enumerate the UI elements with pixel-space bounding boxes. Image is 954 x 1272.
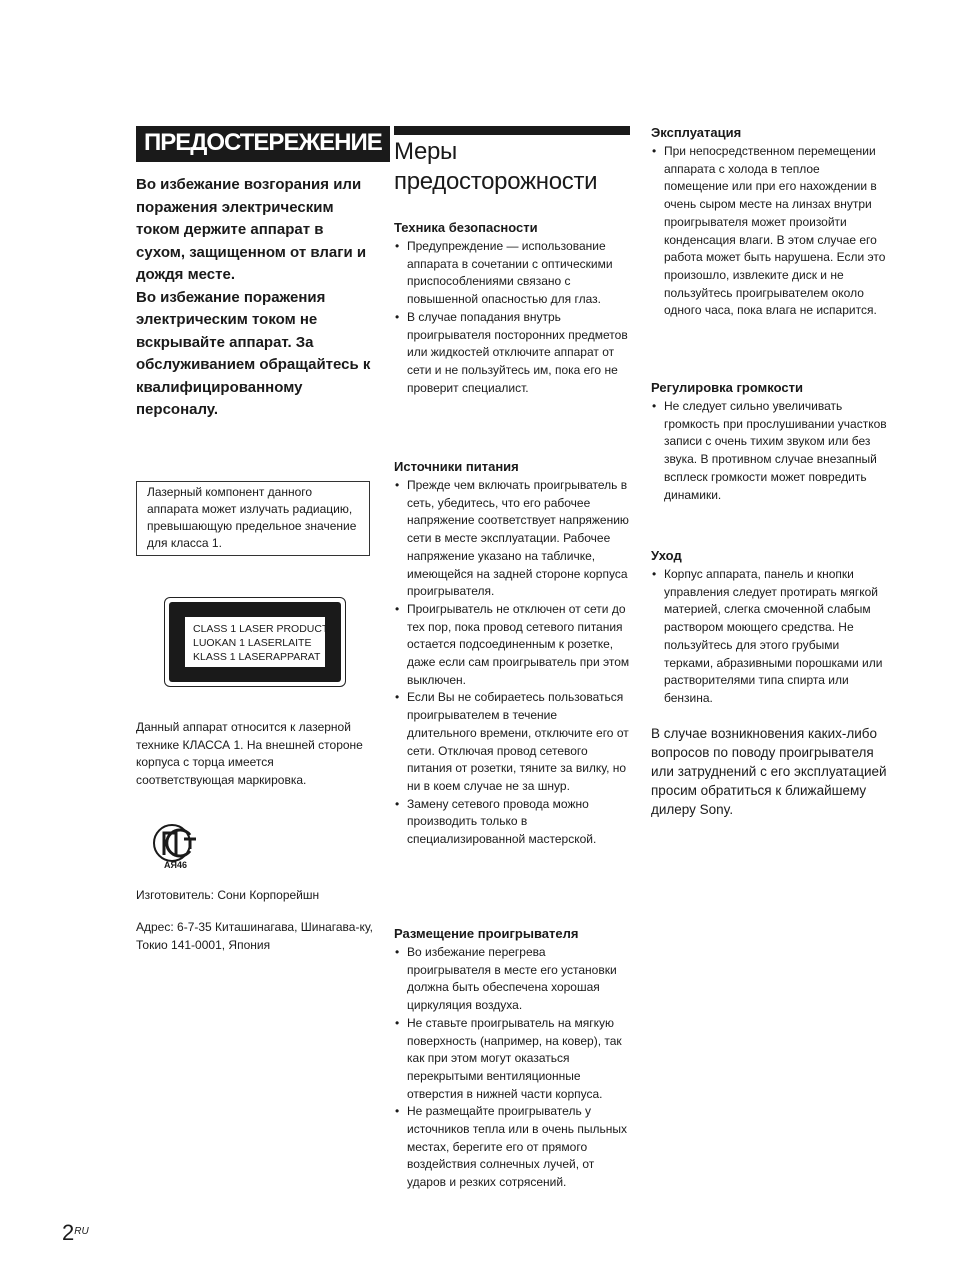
warning-text <box>136 174 372 422</box>
section-care <box>651 547 887 708</box>
list-item: • При непосредственном перемещении аппарата с холода в теплое помещение или при его нахождении в очень сыром месте на линзах внутри проигрывателя может произойти конденсация влаги. В этом случае его работа может быть нарушена. Если это произошло, извлеките диск и не пользуйтесь проигрывателем около одного часа, пока влага не испарится. <box>651 143 887 320</box>
warning-title: ПРЕДОСТЕРЕЖЕНИЕ <box>136 126 390 162</box>
list-item: • Корпус аппарата, панель и кнопки управления следует протирать мягкой материей, слегка смоченной слабым раствором моющего средства. Не пользуйтесь для этого грубыми терками, абразивными порошками или растворителями типа спирта или бензина. <box>651 566 887 708</box>
laser-label-line-1: CLASS 1 LASER PRODUCT <box>193 623 329 635</box>
list-item: • Предупреждение — использование аппарата в сочетании с оптическими приспособлениями связано с повышенной опасностью для глаз. <box>394 238 630 309</box>
list-item: • Не следует сильно увеличивать громкость при прослушивании участков записи с очень тихим звуком или без звука. В противном случае внезапный всплеск громкости может повредить динамики. <box>651 398 887 504</box>
list-item: • Во избежание перегрева проигрывателя в месте его установки должна быть обеспечена хорошая циркуляция воздуха. <box>394 944 630 1015</box>
section-volume <box>651 379 887 504</box>
list-item: • Замену сетевого провода можно производить только в специализированной мастерской. <box>394 796 630 849</box>
measures-title <box>394 137 597 197</box>
list-item: • Прежде чем включать проигрыватель в сеть, убедитесь, что его рабочее напряжение соответствует напряжению сети в месте эксплуатации. Рабочее напряжение указано на табличке, имеющейся на задней стороне корпуса проигрывателя. <box>394 477 630 601</box>
section-heading: Уход <box>651 548 682 563</box>
laser-note-box: Лазерный компонент данного аппарата может излучать радиацию, превышающую предельное значение для класса 1. <box>136 481 370 556</box>
section-heading: Эксплуатация <box>651 125 742 140</box>
laser-label-text <box>185 617 329 667</box>
measures-title-line-2: предосторожности <box>394 168 598 195</box>
section-placement <box>394 925 630 1192</box>
warning-paragraph-2: Во избежание поражения электрическим током не вскрывайте аппарат. За обслуживанием обращайтесь к квалифицированному персоналу. <box>136 288 371 418</box>
title-bar <box>394 126 630 135</box>
section-heading: Размещение проигрывателя <box>394 926 579 941</box>
laser-label-line-3: KLASS 1 LASERAPPARAT <box>193 651 321 663</box>
list-item: • Проигрыватель не отключен от сети до тех пор, пока провод сетевого питания остается подсоединенным к розетке, даже если сам проигрыватель при этом выключен. <box>394 601 630 690</box>
gost-code: АЯ46 <box>164 860 187 870</box>
list-item: • Не ставьте проигрыватель на мягкую поверхность (например, на ковер), так как при этом могут оказаться перекрытыми вентиляционные отверстия в нижней части корпуса. <box>394 1015 630 1104</box>
section-heading: Источники питания <box>394 459 519 474</box>
section-heading: Техника безопасности <box>394 220 538 235</box>
page-number <box>62 1220 89 1246</box>
class-note: Данный аппарат относится к лазерной технике КЛАССА 1. На внешней стороне корпуса с торца имеется соответствующая маркировка. <box>136 720 363 787</box>
closing-paragraph: В случае возникновения каких-либо вопросов по поводу проигрывателя или затруднений с его эксплуатацией просим обратиться к ближайшему дилеру Sony. <box>651 726 887 817</box>
section-heading: Регулировка громкости <box>651 380 803 395</box>
list-item: • Если Вы не собираетесь пользоваться проигрывателем в течение длительного времени, отключите его от сети. Отключая провод сетевого питания от розетки, тяните за вилку, но ни в коем случае не за шнур. <box>394 689 630 795</box>
laser-label-frame <box>169 602 341 682</box>
laser-class-label <box>164 597 346 687</box>
list-item: • Не размещайте проигрыватель у источников тепла или в очень пыльных местах, берегите его от прямого воздействия солнечных лучей, от ударов и резких сотрясений. <box>394 1103 630 1192</box>
measures-title-line-1: Меры <box>394 138 458 165</box>
page-language: RU <box>74 1226 89 1237</box>
laser-label-line-2: LUOKAN 1 LASERLAITE <box>193 637 312 649</box>
section-power <box>394 458 630 849</box>
manufacturer: Изготовитель: Сони Корпорейшн <box>136 888 320 902</box>
warning-paragraph-1: Во избежание возгорания или поражения электрическим током держите аппарат в сухом, защищенном от влаги и дождя месте. <box>136 176 367 283</box>
manufacturer-address: Адрес: 6-7-35 Киташинагава, Шинагава-ку, Токио 141-0001, Япония <box>136 920 373 952</box>
section-safety <box>394 219 630 397</box>
section-operation <box>651 124 887 320</box>
page-number-value: 2 <box>62 1220 75 1245</box>
list-item: • В случае попадания внутрь проигрывателя посторонних предметов или жидкостей отключите аппарат от сети и не пользуйтесь им, пока его не проверит специалист. <box>394 309 630 398</box>
